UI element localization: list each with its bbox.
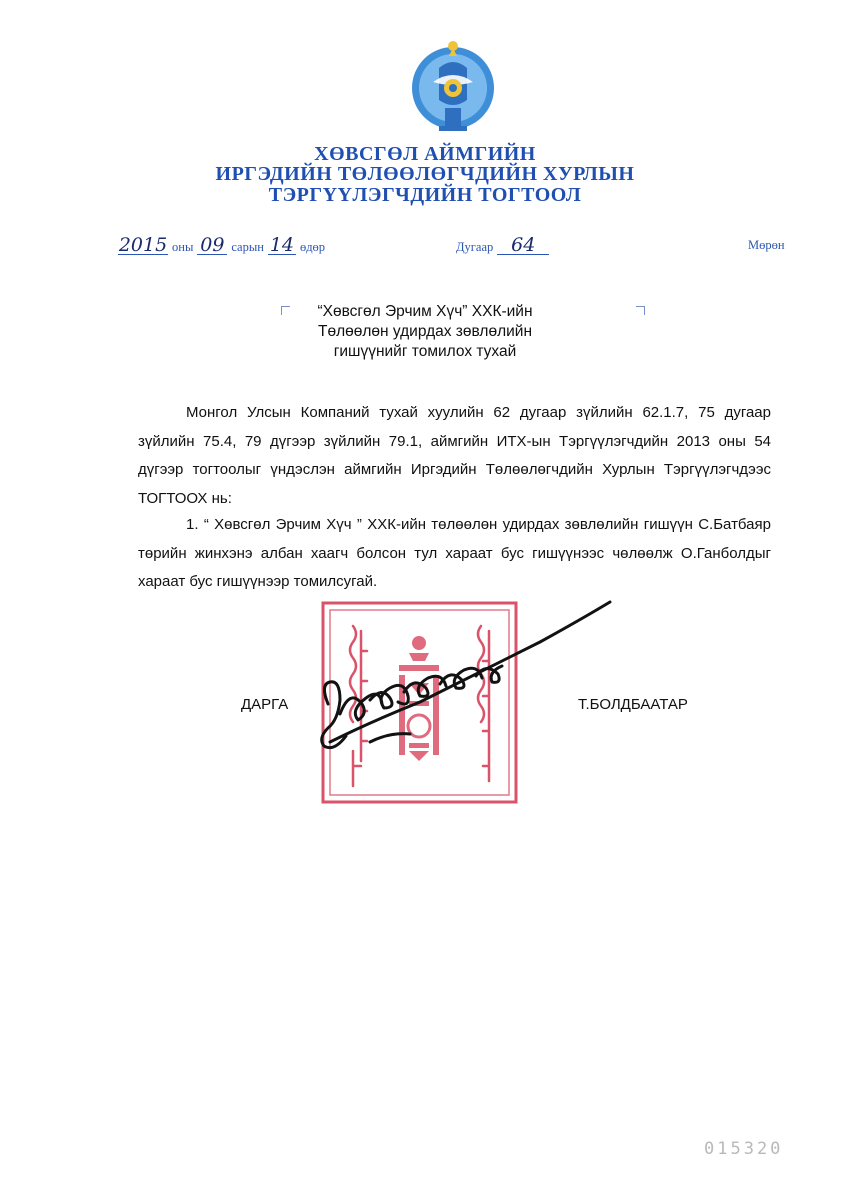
header-council: ИРГЭДИЙН ТӨЛӨӨЛӨГЧДИЙН ХУРЛЫН [215,163,635,185]
resolution-title-line3: гишүүнийг томилох тухай [333,343,517,360]
number-value: 64 [497,236,549,255]
date-day-label: өдөр [299,240,326,254]
header-resolution: ТЭРГҮҮЛЭГЧДИЙН ТОГТООЛ [268,184,582,206]
header-aimag: ХӨВСГӨЛ АЙМГИЙН [314,143,536,165]
handwritten-signature [300,592,620,772]
signatory-name: Т.БОЛДБААТАР [578,696,688,713]
place-name: Мөрөн [748,238,785,252]
state-emblem-icon [409,38,497,134]
preamble-paragraph: Монгол Улсын Компаний тухай хуулийн 62 дугаар зүйлийн 62.1.7, 75 дугаар зүйлийн 75.4, 79 дүгээр зүйлийн 79.1, аймгийн ИТХ-ын Тэргүүлэгчдийн 2013 оны 54 дүгээр тогтоолыг үндэслэн аймгийн Иргэдийн Төлөөлөгчдийн Хурлын Тэргүүлэгчдээс ТОГТООХ нь: [138,404,771,507]
date-month: 09 [197,236,227,255]
decision-item-1: 1. “ Хөвсгөл Эрчим Хүч ” ХХК-ийн төлөөлөн удирдах зөвлөлийн гишүүн С.Батбаяр төрийн жинхэнэ албан хаагч болсон тул хараат бус гишүүнээс чөлөөлж О.Ганболдыг хараат бус гишүүнээр томилсугай. [138,516,771,590]
date-day: 14 [269,234,295,256]
number-label: Дугаар [456,240,494,254]
date-year: 2015 [118,234,168,256]
signatory-position: ДАРГА [241,696,289,713]
document-serial-number: 015320 [704,1139,784,1159]
place-field [748,236,785,254]
number-field [456,236,549,256]
date-field [118,236,325,256]
resolution-title-line2: Төлөөлөн удирдах зөвлөлийн [317,323,533,340]
date-month-label: сарын [231,240,264,254]
resolution-title-line1: “Хөвсгөл Эрчим Хүч” ХХК-ийн [317,303,533,320]
date-year-label: оны [172,240,194,254]
